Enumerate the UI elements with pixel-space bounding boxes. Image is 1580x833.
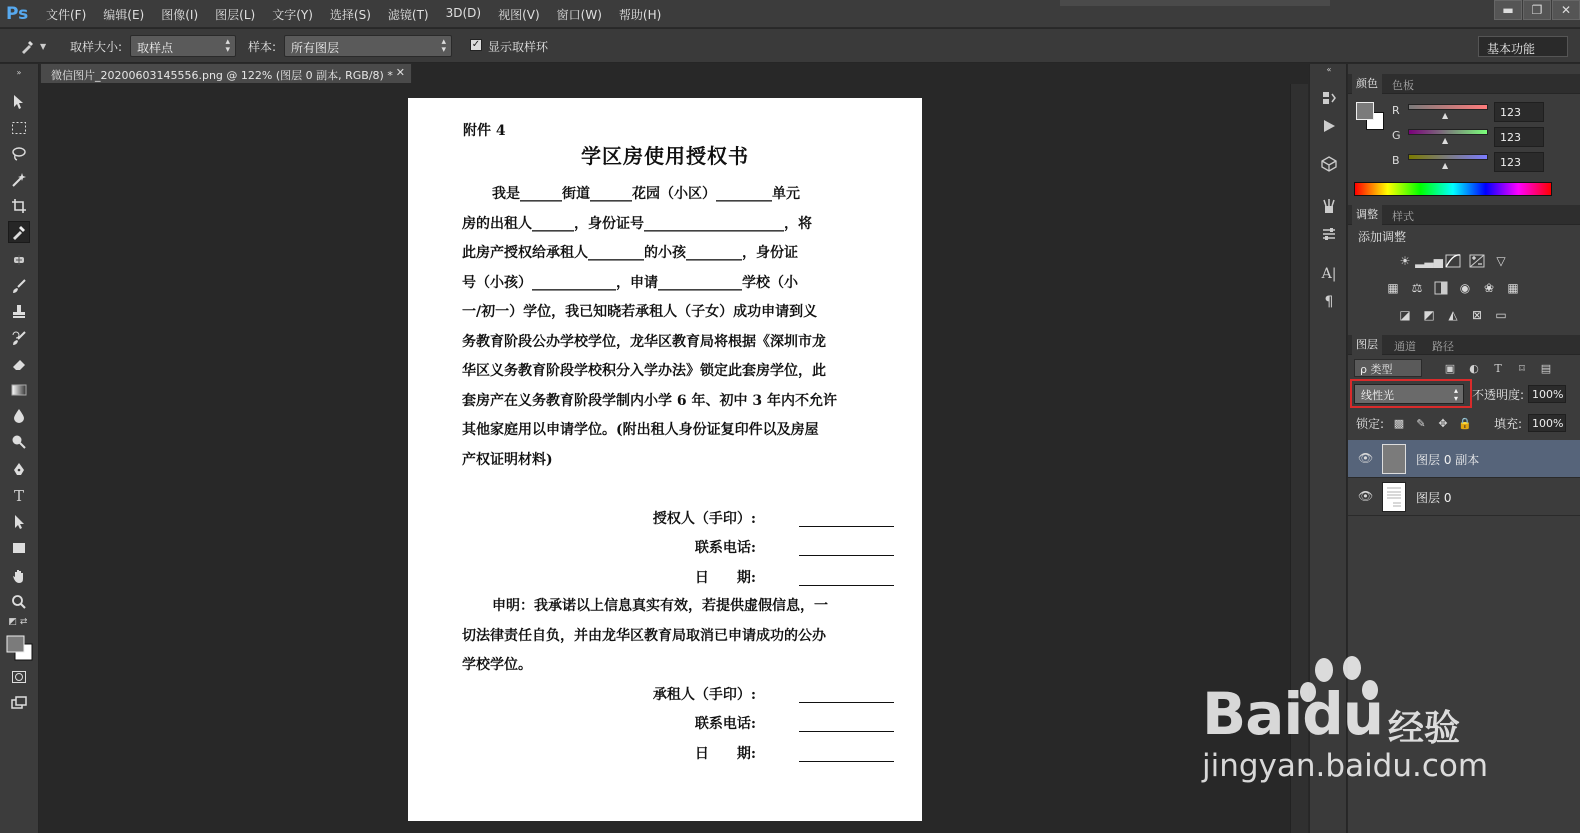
healing-brush-tool-icon[interactable] bbox=[8, 249, 30, 271]
layer-row-copy[interactable] bbox=[1348, 440, 1580, 478]
channel-r-value[interactable]: 123 bbox=[1494, 102, 1544, 122]
default-colors-icon[interactable]: ◩ ⇄ bbox=[8, 617, 28, 627]
signature-line bbox=[799, 761, 894, 762]
sample-size-select[interactable] bbox=[130, 35, 236, 57]
invert-icon[interactable]: ◪ bbox=[1399, 308, 1411, 322]
channel-mixer-icon[interactable]: ❀ bbox=[1483, 281, 1495, 295]
sample-value: 所有图层 bbox=[291, 41, 340, 55]
color-spectrum-bar[interactable] bbox=[1354, 182, 1552, 196]
document-tab[interactable] bbox=[40, 63, 412, 83]
signature-line bbox=[799, 526, 894, 527]
slider-thumb-icon[interactable]: ▲ bbox=[1442, 161, 1449, 170]
tool-preset-picker[interactable] bbox=[20, 36, 56, 56]
photo-filter-icon[interactable]: ◉ bbox=[1459, 281, 1471, 295]
watermark-brand: Baidu bbox=[1202, 680, 1384, 748]
signature-row-tenant bbox=[408, 684, 922, 706]
menu-item[interactable]: 3D(D) bbox=[445, 6, 482, 20]
signature-row-phone bbox=[408, 537, 922, 559]
history-brush-tool-icon[interactable] bbox=[8, 327, 30, 349]
minimize-button[interactable]: ▬ bbox=[1494, 0, 1522, 20]
opacity-label: 不透明度: bbox=[1472, 388, 1525, 402]
history-panel-icon[interactable] bbox=[1319, 88, 1339, 108]
signature-label: 日 期: bbox=[694, 570, 756, 586]
adjustments-panel-tabs bbox=[1348, 205, 1580, 225]
lock-all-icon[interactable]: 🔒 bbox=[1458, 416, 1472, 430]
levels-icon[interactable]: ▂▃▅ bbox=[1415, 254, 1443, 268]
quick-mask-icon[interactable] bbox=[8, 666, 30, 688]
paragraph-line: 房的出租人______，身份证号____________________，将 bbox=[462, 215, 812, 232]
channel-b-value[interactable]: 123 bbox=[1494, 152, 1544, 172]
posterize-icon[interactable]: ◩ bbox=[1423, 308, 1435, 322]
lock-label: 锁定: bbox=[1356, 417, 1385, 431]
gradient-map-icon[interactable]: ▭ bbox=[1495, 308, 1507, 322]
clone-stamp-tool-icon[interactable] bbox=[8, 301, 30, 323]
lock-transparent-icon[interactable]: ▩ bbox=[1393, 416, 1405, 430]
tools-panel bbox=[0, 64, 39, 833]
type-tool-icon[interactable]: T bbox=[13, 487, 24, 505]
signature-label: 授权人（手印）: bbox=[652, 511, 756, 527]
exposure-icon[interactable] bbox=[1468, 253, 1486, 269]
hue-saturation-icon[interactable]: ▦ bbox=[1387, 281, 1399, 295]
threshold-icon[interactable]: ◭ bbox=[1448, 308, 1458, 322]
opacity-input[interactable]: 100% bbox=[1528, 385, 1566, 403]
tool-presets-icon[interactable] bbox=[1319, 224, 1339, 244]
attachment-label: 附件 4 bbox=[463, 123, 506, 139]
baidu-watermark bbox=[1196, 650, 1496, 800]
pen-tool-icon[interactable] bbox=[8, 459, 30, 481]
close-icon[interactable]: ✕ bbox=[395, 66, 405, 79]
paragraph-panel-icon[interactable]: ¶ bbox=[1324, 294, 1334, 310]
document-page bbox=[408, 98, 922, 821]
zoom-tool-icon[interactable] bbox=[8, 591, 30, 613]
watermark-product: 经验 bbox=[1388, 708, 1461, 749]
paragraph-line: 其他家庭用以申请学位。(附出租人身份证复印件以及房屋 bbox=[462, 422, 819, 438]
signature-line bbox=[799, 731, 894, 732]
signature-row-authorizer bbox=[408, 508, 922, 530]
menu-item[interactable]: 帮助(H) bbox=[618, 8, 662, 22]
sample-label: 样本: bbox=[248, 40, 277, 54]
show-ring-label: 显示取样环 bbox=[488, 40, 549, 54]
black-white-icon[interactable] bbox=[1432, 280, 1450, 296]
paragraph-line: 号（小孩）____________，申请____________学校（小 bbox=[462, 274, 798, 291]
signature-row-tenant-date bbox=[408, 743, 922, 765]
lasso-tool-icon[interactable] bbox=[8, 143, 30, 165]
sample-select[interactable] bbox=[284, 35, 452, 57]
updown-arrow-icon: ▴ ▾ bbox=[441, 37, 446, 55]
blend-mode-value: 线性光 bbox=[1361, 389, 1394, 402]
paragraph-line: 产权证明材料) bbox=[462, 451, 553, 468]
paragraph-line: 我是______街道______花园（小区）________单元 bbox=[492, 186, 800, 202]
tab-styles[interactable]: 样式 bbox=[1392, 210, 1414, 223]
signature-line bbox=[799, 585, 894, 586]
adjustment-filter-icon[interactable]: ◐ bbox=[1469, 361, 1479, 375]
signature-label: 联系电话: bbox=[694, 540, 756, 556]
menu-item[interactable]: 文字(Y) bbox=[272, 8, 313, 22]
menu-item[interactable]: 图层(L) bbox=[215, 8, 256, 22]
menu-items bbox=[46, 6, 661, 23]
lock-pixels-icon[interactable]: ✎ bbox=[1416, 416, 1426, 430]
curves-icon[interactable] bbox=[1444, 253, 1462, 269]
document-tab-title: 微信图片_20200603145556.png @ 122% (图层 0 副本, RGB/8) * bbox=[51, 69, 393, 82]
paragraph-line: 申明：我承诺以上信息真实有效，若提供虚假信息，一 bbox=[492, 598, 828, 614]
eyedropper-tool-icon[interactable] bbox=[8, 221, 30, 243]
menu-bar bbox=[0, 0, 1580, 28]
show-ring-checkbox[interactable]: ✓ bbox=[471, 39, 481, 50]
tab-adjustments[interactable]: 调整 bbox=[1352, 205, 1382, 225]
menu-item[interactable]: 图像(I) bbox=[161, 8, 199, 22]
signature-row-tenant-phone bbox=[408, 713, 922, 735]
blur-tool-icon[interactable] bbox=[8, 405, 30, 427]
channel-g-value[interactable]: 123 bbox=[1494, 127, 1544, 147]
brush-tool-icon[interactable] bbox=[8, 275, 30, 297]
type-filter-icon[interactable]: T bbox=[1494, 361, 1502, 375]
signature-label: 日 期: bbox=[694, 746, 756, 762]
hand-tool-icon[interactable] bbox=[8, 565, 30, 587]
character-panel-icon[interactable]: A| bbox=[1321, 266, 1337, 282]
marquee-tool-icon[interactable] bbox=[8, 117, 30, 139]
vibrance-icon[interactable]: ▽ bbox=[1496, 254, 1506, 268]
options-bar bbox=[0, 29, 1580, 63]
workspace-switcher[interactable]: 基本功能 bbox=[1478, 36, 1568, 57]
rectangle-tool-icon[interactable] bbox=[8, 537, 30, 559]
tab-swatches[interactable]: 色板 bbox=[1392, 79, 1414, 92]
actions-play-icon[interactable] bbox=[1319, 116, 1339, 136]
lock-position-icon[interactable]: ✥ bbox=[1438, 416, 1448, 430]
updown-arrow-icon: ▴ ▾ bbox=[225, 37, 230, 55]
paragraph-line: 务教育阶段公办学校学位，龙华区教育局将根据《深圳市龙 bbox=[462, 333, 826, 350]
path-selection-tool-icon[interactable] bbox=[8, 511, 30, 533]
channel-g-slider[interactable] bbox=[1408, 129, 1488, 135]
layer-filter-select[interactable]: ρ 类型 bbox=[1354, 359, 1422, 377]
eye-icon[interactable]: 👁 bbox=[1358, 451, 1374, 465]
menu-item[interactable]: 视图(V) bbox=[498, 8, 540, 22]
menu-item[interactable]: 滤镜(T) bbox=[387, 8, 429, 22]
selective-color-icon[interactable]: ⊠ bbox=[1471, 308, 1483, 322]
shape-filter-icon[interactable]: ⌑ bbox=[1519, 361, 1525, 375]
signature-label: 联系电话: bbox=[694, 716, 756, 732]
signature-line bbox=[799, 702, 894, 703]
move-tool-icon[interactable] bbox=[8, 91, 30, 113]
eye-icon[interactable]: 👁 bbox=[1358, 489, 1374, 503]
menu-item[interactable]: 选择(S) bbox=[329, 8, 371, 22]
signature-row-date bbox=[408, 567, 922, 589]
paragraph-line: 切法律责任自负，并由龙华区教育局取消已申请成功的公办 bbox=[462, 627, 826, 644]
screen-mode-icon[interactable] bbox=[8, 692, 30, 714]
dodge-tool-icon[interactable] bbox=[8, 431, 30, 453]
signature-line bbox=[799, 555, 894, 556]
crop-tool-icon[interactable] bbox=[8, 195, 30, 217]
layer-name[interactable]: 图层 0 bbox=[1416, 491, 1452, 505]
brightness-icon[interactable]: ☀ bbox=[1399, 254, 1411, 268]
channel-r-slider[interactable] bbox=[1408, 104, 1488, 110]
foreground-color-swatch[interactable] bbox=[1356, 102, 1374, 120]
color-panel-tabs bbox=[1348, 74, 1580, 94]
title-strip bbox=[1060, 0, 1330, 6]
chevron-down-icon: ▼ bbox=[40, 41, 47, 51]
sample-size-value: 取样点 bbox=[137, 41, 174, 55]
magic-wand-tool-icon[interactable] bbox=[8, 169, 30, 191]
channel-b-label: B bbox=[1392, 154, 1400, 167]
paragraph-line: 此房产授权给承租人________的小孩________，身份证 bbox=[462, 245, 798, 261]
paragraph-line: 一/初一）学位，我已知晓若承租人（子女）成功申请到义 bbox=[462, 304, 818, 320]
fill-label: 填充: bbox=[1494, 417, 1523, 431]
close-button[interactable]: ✕ bbox=[1552, 0, 1580, 20]
signature-label: 承租人（手印）: bbox=[652, 687, 756, 703]
updown-arrow-icon: ▴ ▾ bbox=[1453, 386, 1458, 403]
layer-name[interactable]: 图层 0 副本 bbox=[1416, 453, 1480, 467]
menu-item[interactable]: 窗口(W) bbox=[556, 8, 602, 22]
paragraph-line: 学校学位。 bbox=[462, 657, 532, 673]
tab-layers[interactable]: 图层 bbox=[1352, 335, 1382, 355]
photoshop-logo: Ps bbox=[6, 4, 29, 24]
slider-thumb-icon[interactable]: ▲ bbox=[1442, 111, 1449, 120]
document-title: 学区房使用授权书 bbox=[581, 144, 749, 168]
window-controls bbox=[1493, 0, 1580, 20]
fill-input[interactable]: 100% bbox=[1528, 414, 1566, 432]
layer-thumbnail bbox=[1382, 444, 1406, 474]
tab-channels[interactable]: 通道 bbox=[1394, 340, 1416, 353]
gradient-tool-icon[interactable] bbox=[8, 379, 30, 401]
channel-g-label: G bbox=[1392, 129, 1401, 142]
layer-row-base[interactable] bbox=[1348, 478, 1580, 516]
collapse-arrows-icon[interactable]: » bbox=[16, 67, 22, 77]
watermark-url: jingyan.baidu.com bbox=[1202, 748, 1489, 784]
menu-item[interactable]: 编辑(E) bbox=[103, 8, 145, 22]
foreground-background-swatch[interactable] bbox=[5, 634, 35, 662]
eraser-tool-icon[interactable] bbox=[8, 353, 30, 375]
tab-color[interactable]: 颜色 bbox=[1352, 74, 1382, 94]
paragraph-line: 华区义务教育阶段学校积分入学办法》锁定此套房学位，此 bbox=[462, 363, 826, 379]
brush-presets-icon[interactable] bbox=[1319, 196, 1339, 216]
channel-r-label: R bbox=[1392, 104, 1400, 117]
color-lookup-icon[interactable]: ▦ bbox=[1507, 281, 1519, 295]
paragraph-line: 套房产在义务教育阶段学制内小学 6 年、初中 3 年内不允许 bbox=[462, 392, 837, 409]
eyedropper-icon bbox=[20, 38, 36, 54]
color-balance-icon[interactable]: ⚖ bbox=[1411, 281, 1423, 295]
3d-panel-icon[interactable] bbox=[1319, 154, 1339, 174]
sample-size-label: 取样大小: bbox=[70, 40, 123, 54]
layer-thumbnail bbox=[1382, 482, 1406, 512]
image-filter-icon[interactable]: ▣ bbox=[1444, 361, 1456, 375]
declaration-paragraph bbox=[462, 592, 862, 681]
channel-b-slider[interactable] bbox=[1408, 154, 1488, 160]
blend-mode-select[interactable] bbox=[1354, 384, 1464, 404]
add-adjustment-title: 添加调整 bbox=[1358, 230, 1407, 244]
slider-thumb-icon[interactable]: ▲ bbox=[1442, 136, 1449, 145]
collapse-arrows-icon[interactable]: « bbox=[1326, 64, 1332, 74]
restore-button[interactable]: ❐ bbox=[1523, 0, 1551, 20]
smart-object-filter-icon[interactable]: ▤ bbox=[1540, 361, 1552, 375]
authorization-paragraph bbox=[462, 180, 862, 475]
layers-panel-tabs bbox=[1348, 335, 1580, 355]
menu-item[interactable]: 文件(F) bbox=[46, 8, 87, 22]
tab-paths[interactable]: 路径 bbox=[1432, 340, 1454, 353]
